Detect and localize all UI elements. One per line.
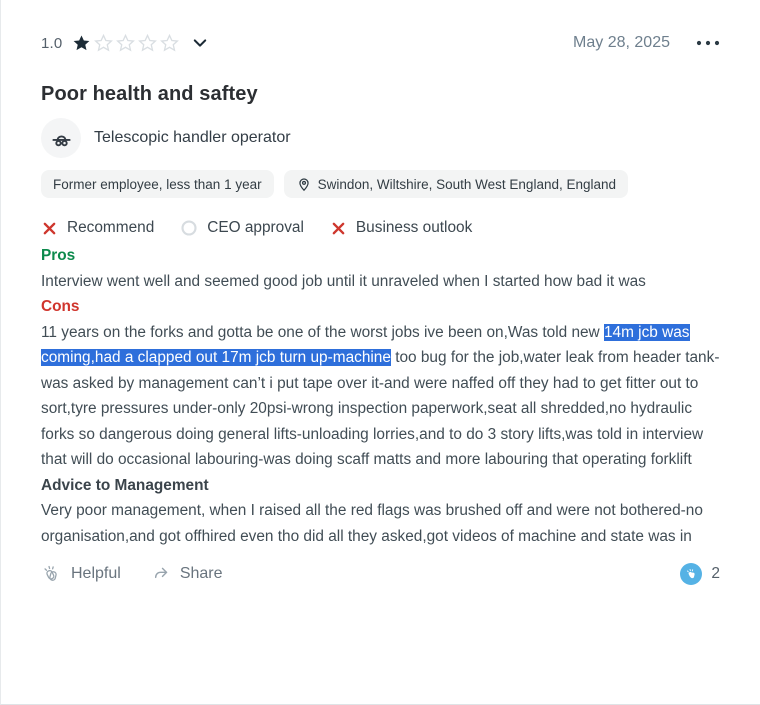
chevron-down-icon <box>191 34 209 52</box>
more-options-button[interactable] <box>696 36 720 50</box>
cons-label: Cons <box>41 298 80 315</box>
location-tag <box>284 170 628 198</box>
rating-group <box>41 33 209 54</box>
clap-icon <box>41 564 62 585</box>
location-pin-icon <box>296 176 312 192</box>
review-body <box>41 243 723 549</box>
review-title: Poor health and saftey <box>41 83 258 105</box>
rating-value: 1.0 <box>41 34 63 52</box>
star-icon <box>71 33 92 54</box>
attribute-recommend <box>41 219 154 237</box>
star-icon <box>115 33 136 54</box>
helpful-label: Helpful <box>71 565 121 582</box>
review-footer <box>41 553 720 595</box>
reaction-summary[interactable] <box>680 563 720 585</box>
x-icon <box>330 220 347 237</box>
pros-label: Pros <box>41 247 76 264</box>
location-tag-label: Swindon, Wiltshire, South West England, England <box>317 176 617 192</box>
share-label: Share <box>179 565 223 582</box>
attributes-row <box>41 218 720 238</box>
footer-actions <box>41 564 223 585</box>
cons-text <box>41 320 723 473</box>
ellipsis-icon <box>696 40 720 46</box>
attribute-label: CEO approval <box>207 219 304 236</box>
header-right <box>573 34 720 52</box>
advice-label: Advice to Management <box>41 476 209 494</box>
review-header <box>41 30 720 56</box>
tags-row <box>41 170 720 198</box>
cons-text-after: too bug for the job,water leak from header tank-was asked by management can’t i put tape over it-and were naffed off they had to get fitter out to sort,tyre pressures under-only 20psi-wrong inspection paperwork,seat all shredded,no hydraulic forks so dangerous doing general lifts-unloading lorries,and to do 3 story lifts,was told in interview that will do occasional labouring-was doing scaff matts and more labouring that operating forklift <box>41 349 720 468</box>
expand-rating-button[interactable] <box>191 34 209 52</box>
advice-text: Very poor management, when I raised all the red flags was brushed off and were not bothered-no organisation,and got offhired even tho did all they asked,got videos of machine and state was in <box>41 502 703 545</box>
reaction-badge <box>680 563 702 585</box>
clap-emoji-icon <box>685 568 698 581</box>
share-icon <box>151 564 171 584</box>
employment-tag <box>41 170 274 198</box>
share-button[interactable] <box>151 564 223 584</box>
review-date: May 28, 2025 <box>573 34 670 51</box>
anonymous-person-icon <box>49 126 74 151</box>
attribute-business-outlook <box>330 219 472 237</box>
helpful-button[interactable] <box>41 564 121 585</box>
employment-tag-label: Former employee, less than 1 year <box>53 176 262 192</box>
star-icon <box>93 33 114 54</box>
reviewer-job-title: Telescopic handler operator <box>94 129 291 146</box>
attribute-label: Recommend <box>67 219 155 236</box>
reviewer-row <box>41 118 720 158</box>
pros-text: Interview went well and seemed good job until it unraveled when I started how bad it was <box>41 272 646 290</box>
x-icon <box>41 220 58 237</box>
star-icon <box>159 33 180 54</box>
star-icon <box>137 33 158 54</box>
selected-text: 14m jcb was coming,had a clapped out 17m jcb turn up-machine <box>41 323 690 366</box>
attribute-label: Business outlook <box>355 219 473 236</box>
star-rating <box>71 33 180 54</box>
cons-text-before: 11 years on the forks and gotta be one of the worst jobs ive been on,Was told new <box>41 323 604 341</box>
attribute-ceo-approval <box>180 219 304 237</box>
reaction-count: 2 <box>711 565 720 582</box>
circle-icon <box>180 219 198 237</box>
reviewer-avatar <box>41 118 81 158</box>
